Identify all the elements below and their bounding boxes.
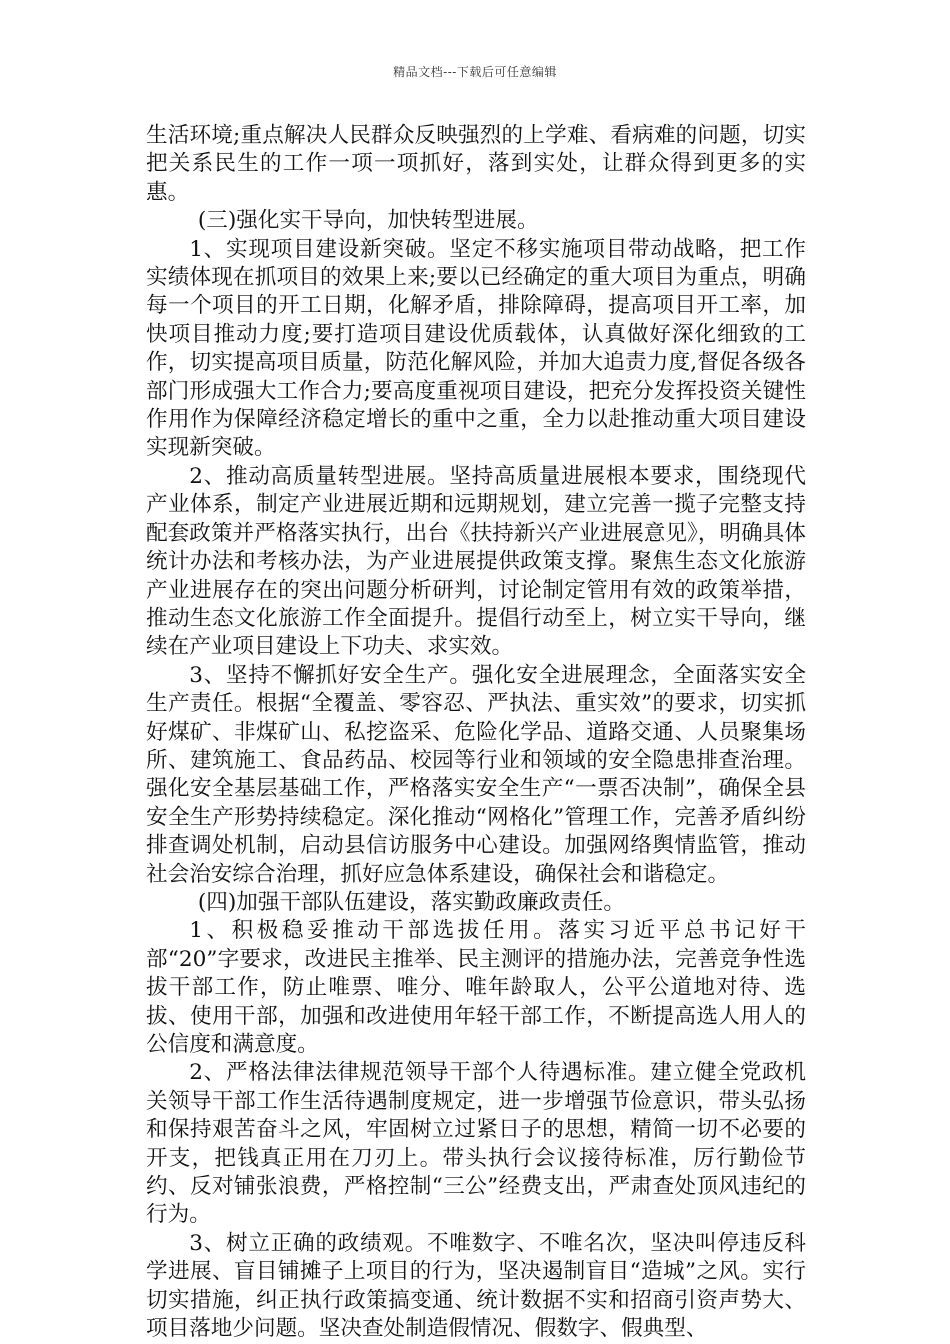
paragraph-continuation: 生活环境;重点解决人民群众反映强烈的上学难、看病难的问题，切实把关系民生的工作一项一项抓好，落到实处，让群众得到更多的实惠。 xyxy=(146,123,806,205)
paragraph-item-4-3: 3、树立正确的政绩观。不唯数字、不唯名次，坚决叫停违反科学进展、盲目铺摊子上项目的行为，坚决遏制盲目“造城”之风。实行切实措施，纠正执行政策搞变通、统计数据不实和招商引资声势大、项目落地少问题。坚决查处制造假情况、假数字、假典型、 xyxy=(146,1230,806,1342)
section-heading-3: (三)强化实干导向，加快转型进展。 xyxy=(197,208,539,234)
document-body xyxy=(146,122,806,1343)
page-header: 精品文档---下载后可任意编辑 xyxy=(393,65,557,79)
paragraph-item-4-1: 1、积极稳妥推动干部选拔任用。落实习近平总书记好干部“20”字要求，改进民主推举、民主测评的措施办法，完善竞争性选拔干部工作，防止唯票、唯分、唯年龄取人，公平公道地对待、选拔、使用干部，加强和改进使用年轻干部工作，不断提高选人用人的公信度和满意度。 xyxy=(146,918,806,1057)
paragraph-item-3-1: 1、实现项目建设新突破。坚定不移实施项目带动战略，把工作实绩体现在抓项目的效果上来;要以已经确定的重大项目为重点，明确每一个项目的开工日期，化解矛盾，排除障碍，提高项目开工率，加快项目推动力度;要打造项目建设优质载体，认真做好深化细致的工作，切实提高项目质量，防范化解风险，并加大追责力度,督促各级各部门形成强大工作合力;要高度重视项目建设，把充分发挥投资关键性作用作为保障经济稳定增长的重中之重，全力以赴推动重大项目建设实现新突破。 xyxy=(146,236,806,461)
section-heading-4: (四)加强干部队伍建设，落实勤政廉政责任。 xyxy=(197,889,625,915)
paragraph-item-4-2: 2、严格法律法律规范领导干部个人待遇标准。建立健全党政机关领导干部工作生活待遇制度规定，进一步增强节俭意识，带头弘扬和保持艰苦奋斗之风，牢固树立过紧日子的思想，精简一切不必要的开支，把钱真正用在刀刃上。带头执行会议接待标准，厉行勤俭节约、反对铺张浪费，严格控制“三公”经费支出，严肃查处顶风违纪的行为。 xyxy=(146,1060,806,1228)
paragraph-item-3-3: 3、坚持不懈抓好安全生产。强化安全进展理念，全面落实安全生产责任。根据“全覆盖、零容忍、严执法、重实效”的要求，切实抓好煤矿、非煤矿山、私挖盗采、危险化学品、道路交通、人员聚集场所、建筑施工、食品药品、校园等行业和领域的安全隐患排查治理。强化安全基层基础工作，严格落实安全生产“一票否决制”，确保全县安全生产形势持续稳定。深化推动“网格化”管理工作，完善矛盾纠纷排查调处机制，启动县信访服务中心建设。加强网络舆情监管，推动社会治安综合治理，抓好应急体系建设，确保社会和谐稳定。 xyxy=(146,662,806,887)
paragraph-item-3-2: 2、推动高质量转型进展。坚持高质量进展根本要求，围绕现代产业体系，制定产业进展近期和远期规划，建立完善一揽子完整支持配套政策并严格落实执行，出台《扶持新兴产业进展意见》，明确具体统计办法和考核办法，为产业进展提供政策支撑。聚焦生态文化旅游产业进展存在的突出问题分析研判，讨论制定管用有效的政策举措，推动生态文化旅游工作全面提升。提倡行动至上，树立实干导向，继续在产业项目建设上下功夫、求实效。 xyxy=(146,463,806,660)
